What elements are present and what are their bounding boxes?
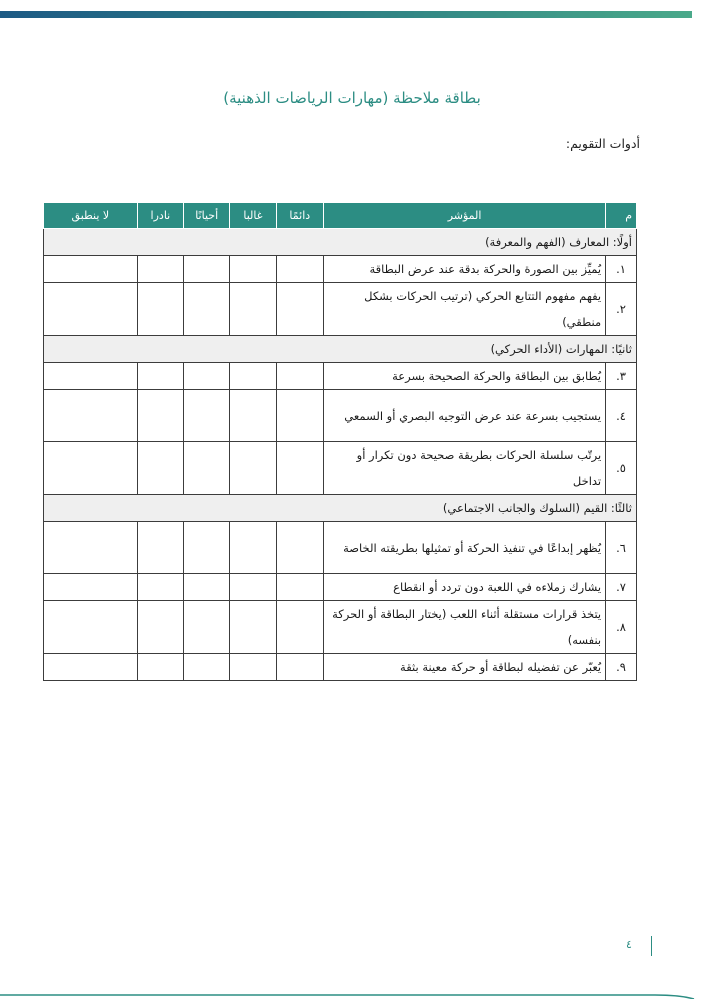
column-header-often: غالبا <box>230 203 276 229</box>
rating-cell[interactable] <box>184 283 230 336</box>
footer-divider <box>651 936 652 956</box>
indicator-text: يرتّب سلسلة الحركات بطريقة صحيحة دون تكرار أو تداخل <box>323 442 605 495</box>
rating-cell[interactable] <box>230 654 276 681</box>
rating-cell[interactable] <box>230 522 276 574</box>
rating-cell[interactable] <box>137 574 183 601</box>
rating-cell[interactable] <box>44 442 138 495</box>
rating-cell[interactable] <box>44 522 138 574</box>
row-number: ٧. <box>606 574 637 601</box>
rating-cell[interactable] <box>276 283 323 336</box>
table-row <box>44 574 637 601</box>
table-row <box>44 390 637 442</box>
column-header-number: م <box>606 203 637 229</box>
rating-cell[interactable] <box>137 654 183 681</box>
rating-cell[interactable] <box>44 601 138 654</box>
row-number: ٣. <box>606 363 637 390</box>
rating-cell[interactable] <box>44 363 138 390</box>
table-row <box>44 256 637 283</box>
rating-cell[interactable] <box>137 390 183 442</box>
bottom-decorative-curve <box>0 978 704 999</box>
row-number: ٤. <box>606 390 637 442</box>
table-row <box>44 442 637 495</box>
rating-cell[interactable] <box>276 390 323 442</box>
indicator-text: يتخذ قرارات مستقلة أثناء اللعب (يختار البطاقة أو الحركة بنفسه) <box>323 601 605 654</box>
table-row <box>44 363 637 390</box>
section-title: ثانيًا: المهارات (الأداء الحركي) <box>44 336 637 363</box>
page-title: بطاقة ملاحظة (مهارات الرياضات الذهنية) <box>223 89 481 107</box>
rating-cell[interactable] <box>276 363 323 390</box>
rating-cell[interactable] <box>137 363 183 390</box>
rating-cell[interactable] <box>184 601 230 654</box>
rating-cell[interactable] <box>184 574 230 601</box>
rating-cell[interactable] <box>137 601 183 654</box>
rating-cell[interactable] <box>184 390 230 442</box>
column-header-rarely: نادرا <box>137 203 183 229</box>
indicator-text: يُميِّز بين الصورة والحركة بدقة عند عرض البطاقة <box>323 256 605 283</box>
rating-cell[interactable] <box>137 442 183 495</box>
column-header-sometimes: أحيانًا <box>184 203 230 229</box>
observation-table <box>43 202 637 681</box>
section-title: أولًا: المعارف (الفهم والمعرفة) <box>44 229 637 256</box>
rating-cell[interactable] <box>44 283 138 336</box>
rating-cell[interactable] <box>230 601 276 654</box>
row-number: ٥. <box>606 442 637 495</box>
indicator-text: يُظهر إبداعًا في تنفيذ الحركة أو تمثيلها بطريقته الخاصة <box>323 522 605 574</box>
indicator-text: يفهم مفهوم التتابع الحركي (ترتيب الحركات بشكل منطقي) <box>323 283 605 336</box>
table-row <box>44 522 637 574</box>
rating-cell[interactable] <box>230 363 276 390</box>
top-decorative-band <box>0 0 692 18</box>
column-header-indicator: المؤشر <box>323 203 605 229</box>
row-number: ٨. <box>606 601 637 654</box>
assessment-tools-label: أدوات التقويم: <box>565 136 640 151</box>
rating-cell[interactable] <box>184 256 230 283</box>
section-row <box>44 229 637 256</box>
rating-cell[interactable] <box>276 601 323 654</box>
column-header-not-applicable: لا ينطبق <box>44 203 138 229</box>
section-title: ثالثًا: القيم (السلوك والجانب الاجتماعي) <box>44 495 637 522</box>
section-row <box>44 495 637 522</box>
row-number: ١. <box>606 256 637 283</box>
rating-cell[interactable] <box>44 390 138 442</box>
rating-cell[interactable] <box>44 574 138 601</box>
indicator-text: يُطابق بين البطاقة والحركة الصحيحة بسرعة <box>323 363 605 390</box>
row-number: ٦. <box>606 522 637 574</box>
section-row <box>44 336 637 363</box>
page-number: ٤ <box>626 938 632 951</box>
indicator-text: يشارك زملاءه في اللعبة دون تردد أو انقطاع <box>323 574 605 601</box>
rating-cell[interactable] <box>184 522 230 574</box>
table-row <box>44 283 637 336</box>
rating-cell[interactable] <box>230 442 276 495</box>
indicator-text: يُعبّر عن تفضيله لبطاقة أو حركة معينة بثقة <box>323 654 605 681</box>
rating-cell[interactable] <box>276 574 323 601</box>
indicator-text: يستجيب بسرعة عند عرض التوجيه البصري أو السمعي <box>323 390 605 442</box>
column-header-always: دائمًا <box>276 203 323 229</box>
table-body <box>44 229 637 681</box>
rating-cell[interactable] <box>276 256 323 283</box>
row-number: ٢. <box>606 283 637 336</box>
rating-cell[interactable] <box>230 574 276 601</box>
rating-cell[interactable] <box>184 442 230 495</box>
rating-cell[interactable] <box>230 390 276 442</box>
rating-cell[interactable] <box>184 654 230 681</box>
rating-cell[interactable] <box>230 256 276 283</box>
table-row <box>44 654 637 681</box>
rating-cell[interactable] <box>276 654 323 681</box>
rating-cell[interactable] <box>276 522 323 574</box>
rating-cell[interactable] <box>137 283 183 336</box>
rating-cell[interactable] <box>137 256 183 283</box>
table-row <box>44 601 637 654</box>
rating-cell[interactable] <box>276 442 323 495</box>
rating-cell[interactable] <box>44 654 138 681</box>
rating-cell[interactable] <box>184 363 230 390</box>
table-header-row <box>44 203 637 229</box>
row-number: ٩. <box>606 654 637 681</box>
rating-cell[interactable] <box>137 522 183 574</box>
rating-cell[interactable] <box>44 256 138 283</box>
rating-cell[interactable] <box>230 283 276 336</box>
